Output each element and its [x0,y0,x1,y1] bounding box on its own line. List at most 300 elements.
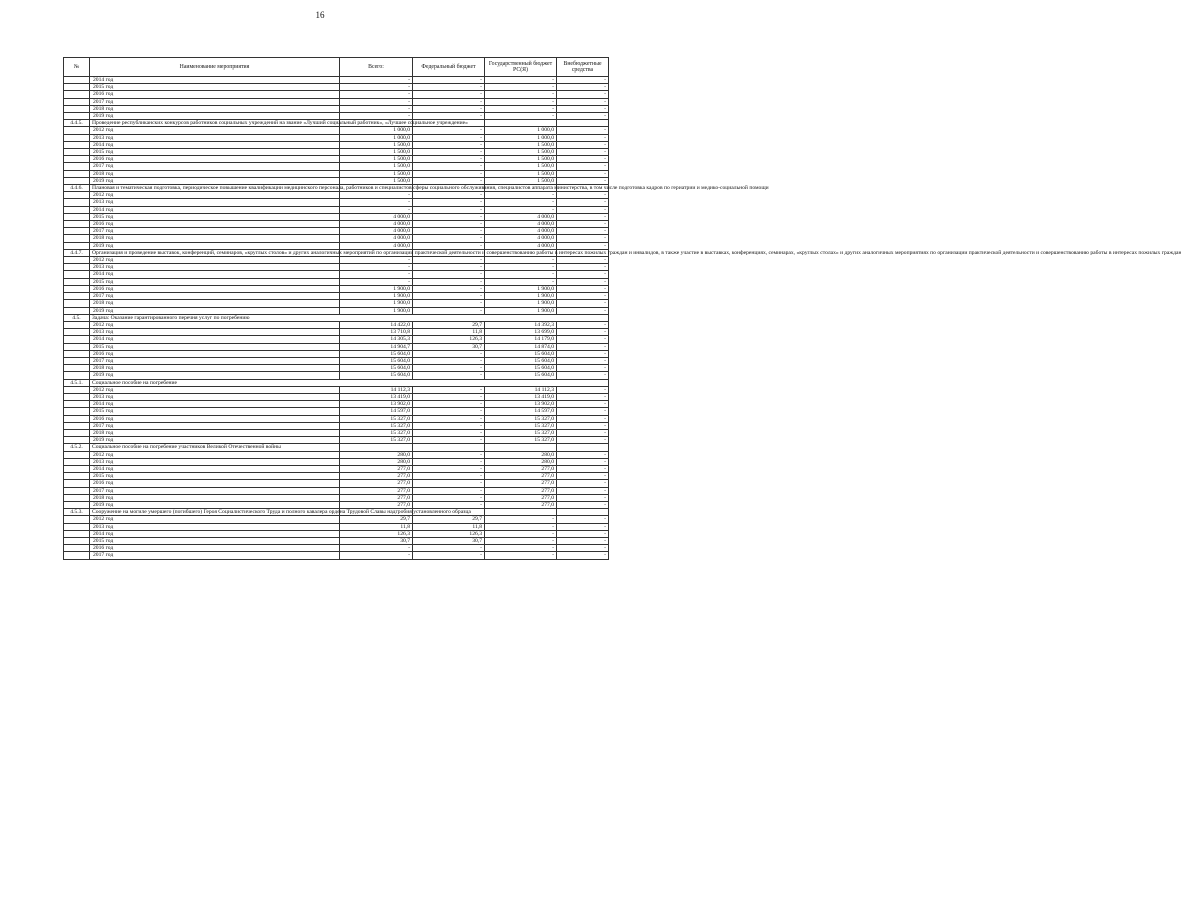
table-header-row [64,58,609,77]
cell-no [64,213,90,220]
cell-total: 1 900,0 [340,307,413,314]
cell-total: 15 604,0 [340,357,413,364]
cell-total: 15 327,0 [340,429,413,436]
cell-no [64,307,90,314]
cell-extra: - [557,437,609,444]
cell-no [64,199,90,206]
cell-no [64,192,90,199]
table-row-year [64,523,609,530]
cell-year: 2013 год [90,523,340,530]
cell-extra: - [557,465,609,472]
cell-regional: 1 500,0 [485,156,557,163]
cell-extra: - [557,84,609,91]
cell-federal: - [413,545,485,552]
table-row-year [64,530,609,537]
cell-extra: - [557,401,609,408]
cell-no [64,329,90,336]
cell-extra: - [557,271,609,278]
table-row-year [64,257,609,264]
cell-extra: - [557,386,609,393]
cell-no [64,451,90,458]
cell-no [64,538,90,545]
cell-federal: 11,8 [413,329,485,336]
table-row-year [64,494,609,501]
col-header-name: Наименование мероприятия [90,58,340,77]
cell-federal: - [413,473,485,480]
cell-total: 4 000,0 [340,235,413,242]
cell-extra: - [557,357,609,364]
cell-federal: - [413,429,485,436]
cell-regional: 280,0 [485,451,557,458]
cell-federal: 126,3 [413,336,485,343]
cell-federal: - [413,307,485,314]
cell-no: 4.5. [64,314,90,321]
cell-total: 1 500,0 [340,170,413,177]
table-row-year [64,271,609,278]
cell-description: Проведение республиканских конкурсов работников социальных учреждений на звание «Лучший социальный работник», «Лучшее социальное учреждение» [90,120,340,127]
cell-regional: 4 000,0 [485,228,557,235]
table-row-year [64,545,609,552]
cell-extra: - [557,213,609,220]
cell-total: 15 327,0 [340,415,413,422]
cell-extra: - [557,429,609,436]
cell-extra: - [557,538,609,545]
cell-federal: - [413,98,485,105]
cell-total: 14 422,0 [340,321,413,328]
cell-year: 2012 год [90,192,340,199]
cell-regional: 277,0 [485,480,557,487]
table-body [64,77,1181,560]
cell-year: 2012 год [90,516,340,523]
cell-year: 2015 год [90,149,340,156]
cell-year: 2015 год [90,408,340,415]
cell-year: 2014 год [90,141,340,148]
cell-total: - [340,113,413,120]
cell-total: - [340,84,413,91]
table-row-year [64,141,609,148]
cell-extra: - [557,228,609,235]
cell-federal: - [413,113,485,120]
table-row-item [64,444,609,451]
table-row-year [64,242,609,249]
cell-total: - [340,545,413,552]
cell-regional: 277,0 [485,473,557,480]
cell-federal: - [413,285,485,292]
table-row-year [64,285,609,292]
table-row-year [64,221,609,228]
cell-regional: - [485,552,557,559]
cell-total: 14 112,3 [340,386,413,393]
cell-year: 2014 год [90,401,340,408]
cell-federal: - [413,300,485,307]
cell-extra: - [557,105,609,112]
cell-no: 4.5.3. [64,509,90,516]
cell-year: 2015 год [90,213,340,220]
cell-federal: - [413,415,485,422]
cell-extra: - [557,523,609,530]
cell-total: 277,0 [340,473,413,480]
cell-year: 2016 год [90,221,340,228]
cell-regional: 14 392,3 [485,321,557,328]
cell-no: 4.4.7. [64,249,90,256]
cell-total: - [340,257,413,264]
cell-extra: - [557,192,609,199]
cell-year: 2012 год [90,386,340,393]
cell-regional: 15 327,0 [485,422,557,429]
cell-no [64,473,90,480]
cell-total: 30,7 [340,538,413,545]
cell-extra [557,509,609,516]
cell-total: 29,7 [340,516,413,523]
table-row-year [64,465,609,472]
table-row-year [64,127,609,134]
cell-total: 277,0 [340,501,413,508]
cell-total: 14 305,3 [340,336,413,343]
cell-regional: 1 500,0 [485,177,557,184]
cell-total: 15 604,0 [340,365,413,372]
cell-regional: 15 604,0 [485,357,557,364]
cell-federal: - [413,134,485,141]
cell-extra: - [557,365,609,372]
cell-total [340,444,413,451]
cell-regional: 15 327,0 [485,429,557,436]
cell-year: 2013 год [90,134,340,141]
cell-regional: - [485,278,557,285]
table-row-year [64,91,609,98]
cell-no [64,336,90,343]
cell-regional: 1 500,0 [485,170,557,177]
table-row-year [64,357,609,364]
cell-regional: 1 500,0 [485,163,557,170]
table-row-year [64,84,609,91]
cell-extra: - [557,206,609,213]
cell-federal: - [413,480,485,487]
cell-federal: 30,7 [413,538,485,545]
cell-extra: - [557,257,609,264]
cell-year: 2017 год [90,357,340,364]
cell-total: 4 000,0 [340,221,413,228]
cell-regional: 13 419,0 [485,393,557,400]
table-row-year [64,329,609,336]
cell-federal: - [413,105,485,112]
cell-year: 2019 год [90,177,340,184]
cell-year: 2013 год [90,393,340,400]
cell-regional: 14 874,0 [485,343,557,350]
cell-description: Организация и проведение выставок, конференций, семинаров, «круглых столов» и других аналогичных мероприятий по организации практической деятельности и совершенствованию работы в интересах пожилых граждан и инвалидов, в также участие в выставках, конференциях, семинарах, «круглых столах» и других аналогичных мероприятиях по организации практической деятельности и совершенствованию работы в интересах пожилых граждан [90,249,340,256]
cell-total: - [340,271,413,278]
table-row-year [64,206,609,213]
cell-no [64,170,90,177]
table-row-year [64,516,609,523]
cell-regional: 15 604,0 [485,365,557,372]
cell-no [64,163,90,170]
cell-extra: - [557,350,609,357]
cell-extra: - [557,473,609,480]
cell-no [64,177,90,184]
cell-regional: - [485,530,557,537]
cell-federal: - [413,393,485,400]
cell-year: 2016 год [90,545,340,552]
table-row-year [64,192,609,199]
cell-no [64,408,90,415]
cell-year: 2013 год [90,264,340,271]
cell-total: - [340,105,413,112]
cell-total: 13 419,0 [340,393,413,400]
cell-regional: 1 000,0 [485,127,557,134]
cell-federal: - [413,278,485,285]
cell-extra: - [557,408,609,415]
table-row-year [64,170,609,177]
cell-year: 2016 год [90,350,340,357]
cell-regional: - [485,271,557,278]
cell-federal: 11,8 [413,523,485,530]
cell-federal: - [413,235,485,242]
cell-year: 2012 год [90,127,340,134]
cell-extra: - [557,329,609,336]
table-row-year [64,293,609,300]
cell-year: 2014 год [90,465,340,472]
cell-regional: 4 000,0 [485,242,557,249]
table-row-year [64,264,609,271]
cell-total: 4 000,0 [340,242,413,249]
table-row-item [64,249,609,256]
cell-regional: - [485,538,557,545]
cell-no [64,545,90,552]
cell-year: 2015 год [90,473,340,480]
cell-extra: - [557,545,609,552]
cell-extra: - [557,264,609,271]
cell-federal: 29,7 [413,321,485,328]
cell-no [64,221,90,228]
cell-regional: - [485,84,557,91]
cell-extra [557,120,609,127]
cell-federal: - [413,206,485,213]
cell-no [64,242,90,249]
cell-task-title: Социальное пособие на погребение [90,379,609,386]
cell-total: 15 604,0 [340,350,413,357]
cell-year: 2017 год [90,293,340,300]
cell-no [64,501,90,508]
cell-total: 4 000,0 [340,228,413,235]
table-row-year [64,163,609,170]
table-row-year [64,372,609,379]
table-row-year [64,487,609,494]
cell-total: 126,3 [340,530,413,537]
cell-year: 2016 год [90,480,340,487]
cell-year: 2018 год [90,494,340,501]
cell-total: 15 327,0 [340,437,413,444]
cell-year: 2019 год [90,307,340,314]
cell-no [64,300,90,307]
cell-federal: 30,7 [413,343,485,350]
cell-no [64,516,90,523]
cell-regional: - [485,264,557,271]
cell-no [64,365,90,372]
table-row-year [64,199,609,206]
cell-year: 2018 год [90,105,340,112]
cell-year: 2016 год [90,91,340,98]
cell-year: 2016 год [90,415,340,422]
cell-extra: - [557,307,609,314]
cell-extra: - [557,127,609,134]
cell-regional: - [485,199,557,206]
cell-extra: - [557,415,609,422]
cell-regional: - [485,545,557,552]
table-row-item [64,509,609,516]
cell-regional: 14 179,0 [485,336,557,343]
cell-regional: 15 327,0 [485,437,557,444]
table-row-year [64,300,609,307]
cell-extra: - [557,293,609,300]
cell-regional: 1 900,0 [485,307,557,314]
cell-total: 1 500,0 [340,156,413,163]
cell-total: 1 900,0 [340,285,413,292]
cell-regional: 15 327,0 [485,415,557,422]
table-row-year [64,473,609,480]
cell-federal: - [413,264,485,271]
cell-extra: - [557,242,609,249]
table-row-year [64,365,609,372]
cell-federal [413,444,485,451]
cell-federal: - [413,372,485,379]
cell-year: 2015 год [90,84,340,91]
cell-regional: - [485,192,557,199]
cell-year: 2018 год [90,365,340,372]
cell-regional: 277,0 [485,494,557,501]
table-row-year [64,156,609,163]
cell-regional: 1 900,0 [485,285,557,292]
table-row-year [64,458,609,465]
cell-year: 2018 год [90,170,340,177]
cell-no: 4.5.1. [64,379,90,386]
cell-no [64,271,90,278]
cell-year: 2017 год [90,163,340,170]
cell-extra: - [557,480,609,487]
table-row-year [64,451,609,458]
table-row-year [64,149,609,156]
cell-year: 2019 год [90,437,340,444]
cell-regional: 1 500,0 [485,149,557,156]
cell-total: 1 900,0 [340,293,413,300]
page-number: 16 [315,10,325,20]
cell-year: 2015 год [90,538,340,545]
cell-federal: - [413,163,485,170]
cell-total: - [340,199,413,206]
cell-extra [557,444,609,451]
cell-no [64,343,90,350]
cell-extra: - [557,141,609,148]
table-row-year [64,393,609,400]
cell-federal: - [413,141,485,148]
cell-year: 2018 год [90,300,340,307]
cell-year: 2017 год [90,228,340,235]
cell-federal: - [413,221,485,228]
cell-federal: - [413,365,485,372]
cell-regional: 280,0 [485,458,557,465]
cell-extra: - [557,278,609,285]
cell-year: 2019 год [90,113,340,120]
cell-federal: - [413,401,485,408]
cell-federal: - [413,386,485,393]
cell-federal: - [413,228,485,235]
col-header-no: № [64,58,90,77]
table-row-year [64,321,609,328]
table-row-year [64,552,609,559]
cell-regional: 4 000,0 [485,221,557,228]
cell-year: 2018 год [90,235,340,242]
cell-regional: 1 900,0 [485,293,557,300]
cell-federal: - [413,156,485,163]
cell-regional: 277,0 [485,501,557,508]
cell-extra: - [557,285,609,292]
cell-no [64,321,90,328]
cell-federal: - [413,91,485,98]
cell-extra: - [557,336,609,343]
cell-federal: - [413,127,485,134]
cell-no [64,278,90,285]
cell-year: 2014 год [90,271,340,278]
cell-no [64,285,90,292]
cell-no [64,141,90,148]
cell-total: 11,8 [340,523,413,530]
cell-year: 2015 год [90,278,340,285]
table-row-year [64,437,609,444]
cell-year: 2012 год [90,321,340,328]
cell-regional: - [485,77,557,84]
cell-federal: - [413,271,485,278]
cell-federal: - [413,487,485,494]
cell-no [64,156,90,163]
table-row-year [64,350,609,357]
table-row-task [64,379,609,386]
table-row-year [64,213,609,220]
cell-federal: 29,7 [413,516,485,523]
cell-year: 2017 год [90,98,340,105]
cell-no: 4.4.6. [64,185,90,192]
cell-no [64,113,90,120]
cell-extra: - [557,372,609,379]
table-row-year [64,501,609,508]
cell-description: Социальное пособие на погребение участников Великой Отечественной войны [90,444,340,451]
cell-year: 2016 год [90,156,340,163]
cell-no [64,401,90,408]
table-row-item [64,185,609,192]
cell-federal: - [413,77,485,84]
cell-extra: - [557,393,609,400]
cell-regional: - [485,98,557,105]
cell-total: - [340,264,413,271]
table-row-task [64,314,609,321]
cell-regional: 4 000,0 [485,213,557,220]
table-row-year [64,134,609,141]
table-row-year [64,177,609,184]
cell-no [64,264,90,271]
cell-extra: - [557,163,609,170]
cell-total: 277,0 [340,465,413,472]
cell-no [64,458,90,465]
cell-total: - [340,98,413,105]
cell-federal: - [413,357,485,364]
cell-year: 2014 год [90,336,340,343]
cell-total: 14 904,7 [340,343,413,350]
cell-extra: - [557,321,609,328]
cell-federal: - [413,170,485,177]
cell-total: 1 500,0 [340,177,413,184]
cell-regional: - [485,105,557,112]
table-row-year [64,77,609,84]
cell-extra: - [557,170,609,177]
cell-total: 1 000,0 [340,127,413,134]
